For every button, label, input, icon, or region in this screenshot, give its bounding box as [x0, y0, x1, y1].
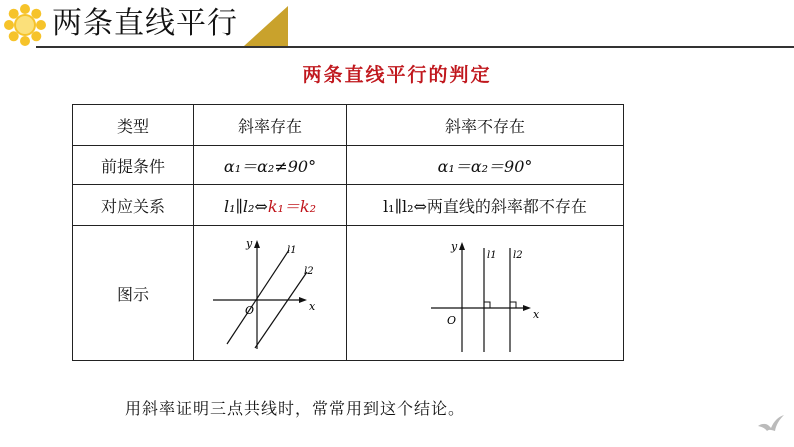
- page-title: 两条直线平行: [52, 6, 238, 41]
- table-row: [73, 146, 624, 185]
- relation-not-exist: l₁∥l₂⇔两直线的斜率都不存在: [347, 185, 624, 226]
- x-label: x: [309, 300, 316, 313]
- header: [0, 0, 794, 50]
- l1-label: l1: [487, 250, 497, 261]
- y-axis-arrow: [459, 242, 465, 250]
- sun-icon: [4, 4, 46, 46]
- origin-label: O: [447, 314, 457, 327]
- condition-not-exist: α₁＝α₂＝90°: [347, 146, 624, 185]
- footnote: 用斜率证明三点共线时，常常用到这个结论。: [125, 399, 466, 418]
- row-label-condition: 前提条件: [73, 146, 194, 185]
- l1-label: l1: [287, 245, 297, 256]
- y-label: y: [451, 240, 458, 253]
- bird-decoration-icon: [756, 412, 786, 436]
- l2-label: l2: [513, 250, 523, 261]
- diagram-slope-exists-cell: [194, 226, 347, 361]
- triangle-decoration-icon: [244, 6, 288, 46]
- line-l2: [255, 272, 307, 348]
- header-type: 类型: [73, 105, 194, 146]
- y-axis-arrow: [254, 240, 260, 248]
- row-label-relation: 对应关系: [73, 185, 194, 226]
- diagram-vertical-parallel: [347, 226, 623, 356]
- condition-exist: α₁＝α₂≠90°: [194, 146, 347, 185]
- diagram-slanted-parallel: [195, 226, 345, 356]
- table-row: [73, 226, 624, 361]
- row-label-diagram: 图示: [73, 226, 194, 361]
- header-slope-exists: 斜率存在: [194, 105, 347, 146]
- diagram-slope-not-exists-cell: [347, 226, 624, 361]
- relation-exist: [194, 185, 347, 226]
- table-row: [73, 185, 624, 226]
- relation-exist-red: k₁＝k₂: [267, 196, 317, 216]
- header-slope-not-exists: 斜率不存在: [347, 105, 624, 146]
- l2-label: l2: [304, 266, 314, 277]
- parallel-lines-table: [72, 104, 624, 361]
- line-l1: [227, 250, 289, 344]
- right-angle-mark-1: [484, 302, 490, 308]
- y-label: y: [246, 237, 253, 250]
- header-rule: [36, 46, 794, 48]
- relation-exist-prefix: l₁∥l₂⇔: [223, 196, 268, 216]
- x-axis-arrow: [299, 297, 307, 303]
- x-axis-arrow: [523, 305, 531, 311]
- right-angle-mark-2: [510, 302, 516, 308]
- section-subtitle: 两条直线平行的判定: [302, 64, 492, 86]
- origin-label: O: [245, 304, 255, 317]
- x-label: x: [533, 308, 540, 321]
- table-header-row: [73, 105, 624, 146]
